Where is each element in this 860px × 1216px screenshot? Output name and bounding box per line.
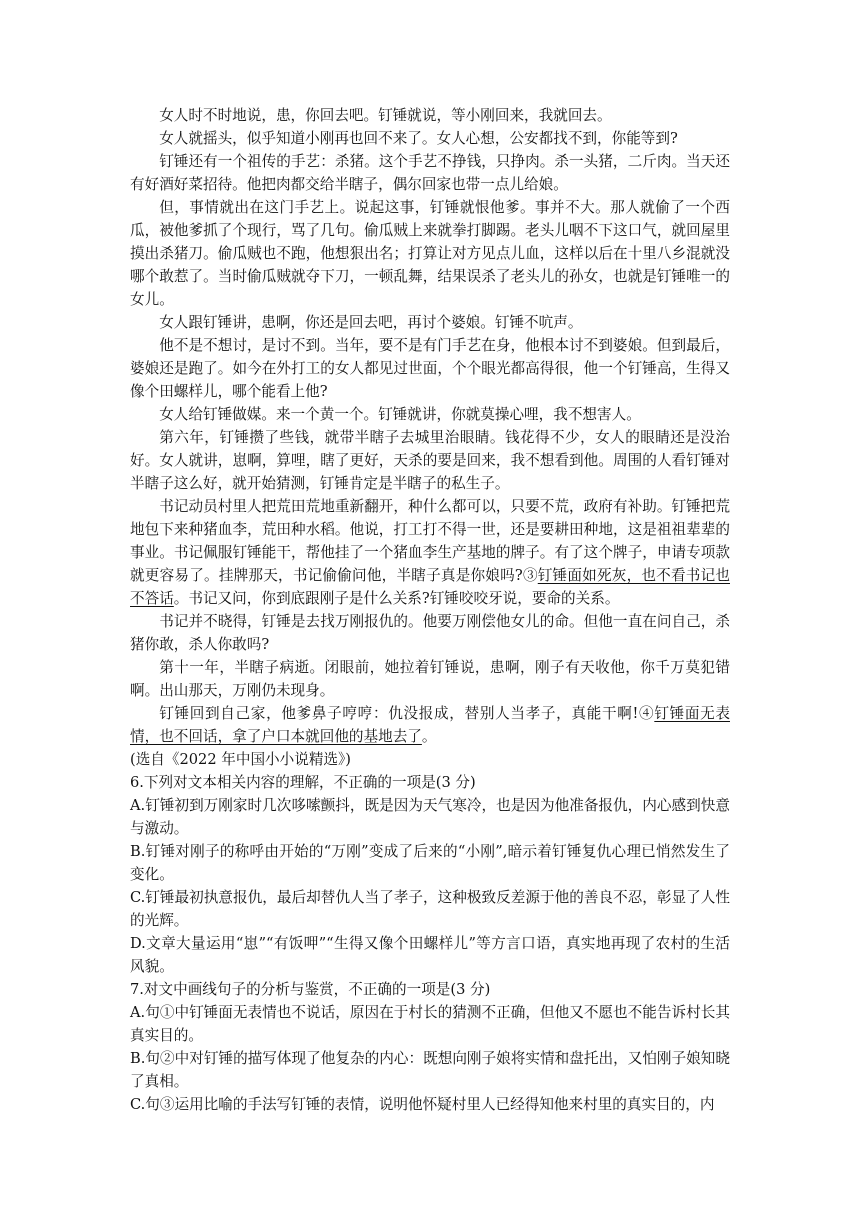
- story-paragraph-3: 钉锤还有一个祖传的手艺：杀猪。这个手艺不挣钱，只挣肉。杀一头猪，二斤肉。当天还有好酒好菜招待。他把肉都交给半瞎子，偶尔回家也带一点儿给娘。: [130, 153, 730, 193]
- story-paragraph-4: 但，事情就出在这门手艺上。说起这事，钉锤就恨他爹。事并不大。那人就偷了一个西瓜，被他爹抓了个现行，骂了几句。偷瓜贼上来就拳打脚踢。老头儿咽不下这口气，就回屋里摸出杀猪刀。偷瓜贼也不跑，他想狠出名；打算让对方见点儿血，这样以后在十里八乡混就没哪个敢惹了。当时偷瓜贼就夺下刀，一顿乱舞，结果误杀了老头儿的孙女，也就是钉锤唯一的女儿。: [130, 199, 730, 308]
- question-6-option-c: C.钉锤最初执意报仇，最后却替仇人当了孝子，这种极致反差源于他的善良不忍，彰显了人性的光辉。: [130, 889, 730, 929]
- paragraph-12-text-a: 钉锤回到自己家，他爹鼻子哼哼：仇没报成，替别人当孝子，真能干啊!④: [159, 705, 655, 722]
- question-6-stem: 6.下列对文本相关内容的理解，不正确的一项是(3 分): [130, 774, 476, 791]
- paragraph-12-text-b: 。: [421, 728, 437, 745]
- story-paragraph-7: 女人给钉锤做媒。来一个黄一个。钉锤就讲，你就莫操心哩，我不想害人。: [159, 406, 641, 423]
- story-paragraph-9: [130, 495, 730, 610]
- story-paragraph-5: 女人跟钉锤讲，患啊，你还是回去吧，再讨个婆娘。钉锤不吭声。: [159, 314, 583, 331]
- underlined-sentence-3: 钉锤面如死灰，也不看书记也不答话: [130, 567, 730, 607]
- story-paragraph-6: 他不是不想讨，是讨不到。当年，要不是有门手艺在身，他根本讨不到婆娘。但到最后，婆娘还是跑了。如今在外打工的女人都见过世面，个个眼光都高得很，他一个钉锤高，生得又像个田螺样儿，哪个能看上他?: [130, 337, 730, 400]
- question-6-option-d: D.文章大量运用“崽”“有饭呷”“生得又像个田螺样儿”等方言口语，真实地再现了农村的生活风貌。: [130, 935, 730, 975]
- question-7-option-c: C.句③运用比喻的手法写钉锤的表情，说明他怀疑村里人已经得知他来村里的真实目的，内: [130, 1096, 715, 1113]
- paragraph-9-text-a: 书记动员村里人把荒田荒地重新翻开，种什么都可以，只要不荒，政府有补助。钉锤把荒地包下来种猪血李，荒田种水稻。他说，打工打不得一世，还是要耕田种地，这是祖祖辈辈的事业。书记佩服钉锤能干，帮他挂了一个猪血李生产基地的牌子。有了这个牌子，申请专项款就更容易了。挂牌那天，书记偷偷问他，半瞎子真是你娘吗?③: [130, 498, 730, 584]
- source-citation: (选自《2022 年中国小小说精选》): [130, 751, 351, 768]
- question-7-option-b: B.句②中对钉锤的描写体现了他复杂的内心：既想向刚子娘将实情和盘托出，又怕刚子娘知晓了真相。: [130, 1050, 730, 1090]
- underlined-sentence-4: 钉锤面无表情，也不回话，拿了户口本就回他的基地去了: [130, 705, 730, 745]
- question-7-option-a: A.句①中钉锤面无表情也不说话，原因在于村长的猜测不正确，但他又不愿也不能告诉村长其真实目的。: [130, 1004, 730, 1044]
- question-6-option-a: A.钉锤初到万刚家时几次哆嗦颤抖，既是因为天气寒冷，也是因为他准备报仇，内心感到快意与激动。: [130, 797, 730, 837]
- story-paragraph-11: 第十一年，半瞎子病逝。闭眼前，她拉着钉锤说，患啊，刚子有天收他，你千万莫犯错啊。出山那天，万刚仍未现身。: [130, 659, 730, 699]
- document-page: [130, 104, 730, 1116]
- story-paragraph-2: 女人就摇头，似乎知道小刚再也回不来了。女人心想，公安都找不到，你能等到?: [159, 130, 678, 147]
- story-paragraph-10: 书记并不晓得，钉锤是去找万刚报仇的。他要万刚偿他女儿的命。但他一直在问自己，杀猪你敢，杀人你敢吗?: [130, 613, 730, 653]
- question-7-stem: 7.对文中画线句子的分析与鉴赏，不正确的一项是(3 分): [130, 981, 491, 998]
- story-paragraph-12: [130, 702, 730, 748]
- question-6-option-b: B.钉锤对刚子的称呼由开始的“万刚”变成了后来的“小刚”,暗示着钉锤复仇心理已悄然发生了变化。: [130, 843, 730, 883]
- paragraph-9-text-b: 。书记又问，你到底跟刚子是什么关系?钉锤咬咬牙说，要命的关系。: [173, 590, 620, 607]
- story-paragraph-1: 女人时不时地说，患，你回去吧。钉锤就说，等小刚回来，我就回去。: [159, 107, 612, 124]
- story-paragraph-8: 第六年，钉锤攒了些钱，就带半瞎子去城里治眼睛。钱花得不少，女人的眼睛还是没治好。女人就讲，崽啊，算哩，瞎了更好，天杀的要是回来，我不想看到他。周围的人看钉锤对半瞎子这么好，就开始猜测，钉锤肯定是半瞎子的私生子。: [130, 429, 730, 492]
